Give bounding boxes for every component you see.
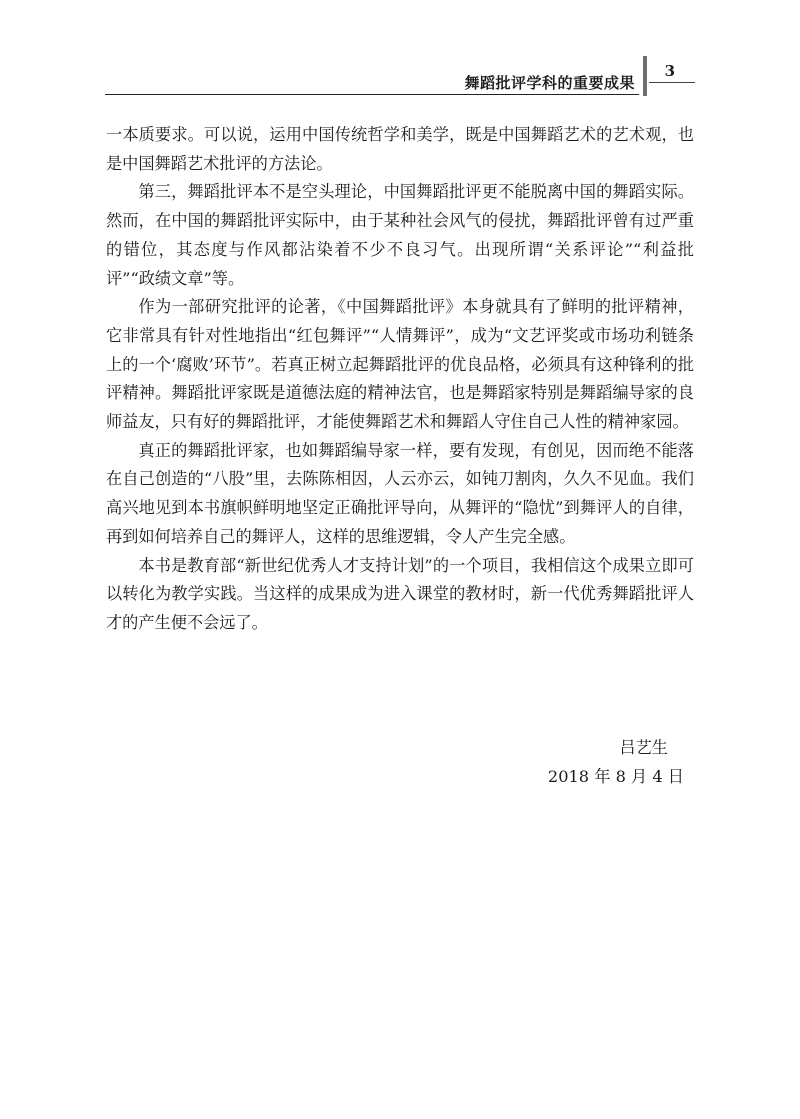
paragraph: 第三，舞蹈批评本不是空头理论，中国舞蹈批评更不能脱离中国的舞蹈实际。然而，在中国的舞蹈批评实际中，由于某种社会风气的侵扰，舞蹈批评曾有过严重的错位，其态度与作风都沾染着不少不良习气。出现所谓“关系评论”“利益批评”“政绩文章”等。 <box>106 182 694 288</box>
signature-block <box>548 734 684 791</box>
body-text <box>106 121 694 638</box>
running-header <box>105 56 695 96</box>
page-number-rule <box>649 82 695 83</box>
paragraph: 作为一部研究批评的论著，《中国舞蹈批评》本身就具有了鲜明的批评精神，它非常具有针对性地指出“红包舞评”“人情舞评”，成为“文艺评奖或市场功利链条上的一个‘腐败’环节”。若真正树立起舞蹈批评的优良品格，必须具有这种锋利的批评精神。舞蹈批评家既是道德法庭的精神法官，也是舞蹈家特别是舞蹈编导家的良师益友，只有好的舞蹈批评，才能使舞蹈艺术和舞蹈人守住自己人性的精神家园。 <box>106 297 694 432</box>
header-title: 舞蹈批评学科的重要成果 <box>464 74 635 92</box>
header-vertical-bar <box>643 56 647 96</box>
author-name: 吕艺生 <box>619 738 668 757</box>
header-rule <box>105 94 639 95</box>
signature-date: 2018 年 8 月 4 日 <box>547 766 684 786</box>
paragraph: 本书是教育部“新世纪优秀人才支持计划”的一个项目，我相信这个成果立即可以转化为教学实践。当这样的成果成为进入课堂的教材时，新一代优秀舞蹈批评人才的产生便不会远了。 <box>106 555 694 632</box>
paragraph-continued: 一本质要求。可以说，运用中国传统哲学和美学，既是中国舞蹈艺术的艺术观，也是中国舞蹈艺术批评的方法论。 <box>106 125 694 173</box>
paragraph: 真正的舞蹈批评家，也如舞蹈编导家一样，要有发现，有创见，因而绝不能落在自己创造的“八股”里，去陈陈相因，人云亦云，如钝刀割肉，久久不见血。我们高兴地见到本书旗帜鲜明地坚定正确批评导向，从舞评的“隐忧”到舞评人的自律，再到如何培养自己的舞评人，这样的思维逻辑，令人产生完全感。 <box>106 440 694 546</box>
page-number: 3 <box>664 62 675 80</box>
